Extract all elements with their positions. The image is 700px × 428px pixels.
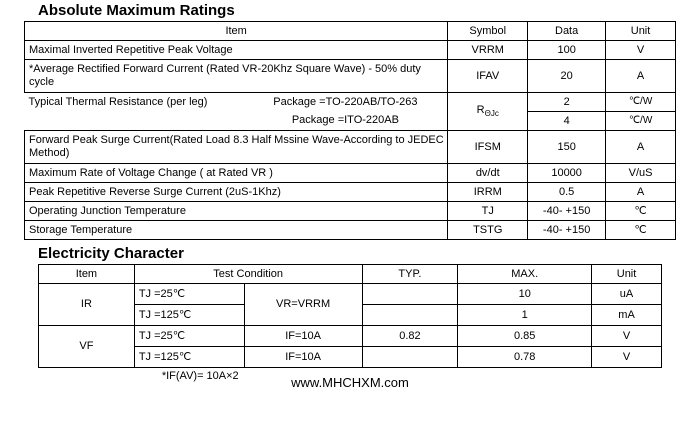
row-typ — [362, 305, 458, 326]
table-row — [39, 326, 662, 347]
row-condition-temp: TJ =25℃ — [134, 326, 244, 347]
row-item: Maximum Rate of Voltage Change ( at Rated VR ) — [25, 164, 448, 183]
row-data-a: 2 — [528, 93, 606, 112]
table-row — [25, 202, 676, 221]
header-data: Data — [528, 22, 606, 41]
row-unit: A — [606, 60, 676, 93]
row-data: 100 — [528, 41, 606, 60]
row-unit: mA — [592, 305, 662, 326]
row-condition-vr: VR=VRRM — [244, 284, 362, 326]
header-symbol: Symbol — [448, 22, 528, 41]
table-row — [25, 221, 676, 240]
table-row — [25, 60, 676, 93]
row-max: 10 — [458, 284, 592, 305]
row-unit: A — [606, 183, 676, 202]
row-item: Peak Repetitive Reverse Surge Current (2uS-1Khz) — [25, 183, 448, 202]
row-data: -40- +150 — [528, 202, 606, 221]
symbol-subscript: ΘJc — [484, 109, 499, 119]
row-unit: ℃ — [606, 221, 676, 240]
header-item: Item — [25, 22, 448, 41]
section-title-electricity-character: Electricity Character — [38, 245, 184, 262]
row-unit: V — [592, 326, 662, 347]
row-item: Operating Junction Temperature — [25, 202, 448, 221]
header-unit: Unit — [592, 265, 662, 284]
row-symbol: TSTG — [448, 221, 528, 240]
row-unit: uA — [592, 284, 662, 305]
row-item: Maximal Inverted Repetitive Peak Voltage — [25, 41, 448, 60]
row-data-b: 4 — [528, 112, 606, 131]
row-condition-temp: TJ =125℃ — [134, 347, 244, 368]
row-package-to220ab: Package =TO-220AB/TO-263 — [273, 96, 418, 109]
row-item-label: Typical Thermal Resistance (per leg) — [28, 96, 208, 109]
header-max: MAX. — [458, 265, 592, 284]
table-row — [39, 284, 662, 305]
row-data: 10000 — [528, 164, 606, 183]
row-symbol: VRRM — [448, 41, 528, 60]
note-if-av: *IF(AV)= 10A×2 — [161, 369, 239, 382]
row-typ: 0.82 — [362, 326, 458, 347]
row-max: 0.78 — [458, 347, 592, 368]
row-unit: A — [606, 131, 676, 164]
row-max: 0.85 — [458, 326, 592, 347]
row-item-vf: VF — [39, 326, 135, 368]
footer-url[interactable]: www.MHCHXM.com — [291, 375, 409, 390]
row-unit-a: ℃/W — [606, 93, 676, 112]
table-header-row — [39, 265, 662, 284]
row-package-ito220ab: Package =ITO-220AB — [291, 114, 399, 127]
row-max: 1 — [458, 305, 592, 326]
row-item: *Average Rectified Forward Current (Rated VR-20Khz Square Wave) - 50% duty cycle — [25, 60, 448, 93]
header-typ: TYP. — [362, 265, 458, 284]
electricity-character-table — [38, 264, 662, 384]
table-row — [25, 131, 676, 164]
row-unit-b: ℃/W — [606, 112, 676, 131]
row-condition-temp: TJ =25℃ — [134, 284, 244, 305]
header-item: Item — [39, 265, 135, 284]
table-row — [25, 183, 676, 202]
row-symbol: IFAV — [448, 60, 528, 93]
row-item: Forward Peak Surge Current(Rated Load 8.3 Half Mssine Wave-According to JEDEC Method) — [25, 131, 448, 164]
row-item-thermal-resistance — [25, 93, 448, 131]
row-data: 150 — [528, 131, 606, 164]
row-unit: V — [606, 41, 676, 60]
table-row — [25, 93, 676, 112]
row-data: 20 — [528, 60, 606, 93]
row-data: -40- +150 — [528, 221, 606, 240]
row-item: Storage Temperature — [25, 221, 448, 240]
row-symbol: IRRM — [448, 183, 528, 202]
header-unit: Unit — [606, 22, 676, 41]
absolute-maximum-ratings-table — [24, 21, 676, 240]
row-symbol: dv/dt — [448, 164, 528, 183]
table-header-row — [25, 22, 676, 41]
row-condition-if: IF=10A — [244, 347, 362, 368]
row-unit: V — [592, 347, 662, 368]
row-symbol: IFSM — [448, 131, 528, 164]
section-title-absolute-maximum-ratings: Absolute Maximum Ratings — [38, 2, 235, 19]
row-symbol: TJ — [448, 202, 528, 221]
row-condition-if: IF=10A — [244, 326, 362, 347]
table-row — [25, 41, 676, 60]
table-row — [25, 164, 676, 183]
row-typ — [362, 347, 458, 368]
row-typ — [362, 284, 458, 305]
row-unit: ℃ — [606, 202, 676, 221]
row-condition-temp: TJ =125℃ — [134, 305, 244, 326]
row-item-spacer — [25, 112, 244, 130]
row-unit: V/uS — [606, 164, 676, 183]
row-symbol — [448, 93, 528, 131]
symbol-rthetajc: R — [476, 104, 485, 117]
row-data: 0.5 — [528, 183, 606, 202]
header-test-condition: Test Condition — [134, 265, 362, 284]
row-item-ir: IR — [39, 284, 135, 326]
